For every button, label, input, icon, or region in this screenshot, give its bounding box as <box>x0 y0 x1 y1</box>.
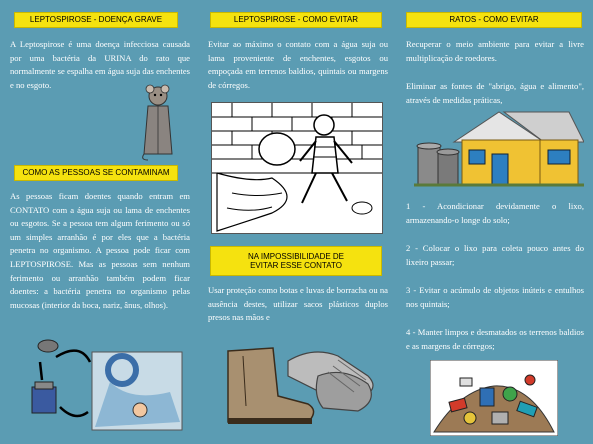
contamination-cycle-icon <box>30 332 185 432</box>
paragraph-environment: Recuperar o meio ambiente para evitar a livre multiplicação de roedores. <box>406 39 584 63</box>
banner-doenca-grave: LEPTOSPIROSE - DOENÇA GRAVE <box>14 12 178 28</box>
banner-ratos: RATOS - COMO EVITAR <box>406 12 582 28</box>
banner-impossibilidade-line2: EVITAR ESSE CONTATO <box>250 261 342 270</box>
panel-leptospirose <box>0 0 198 444</box>
boy-in-flood-frame <box>211 102 383 234</box>
rat-in-coat-icon <box>138 82 178 162</box>
list-item-4: 4 - Manter limpos e desmatados os terrenos baldios e as margens de córregos; <box>406 327 584 351</box>
banner-como-contaminam: COMO AS PESSOAS SE CONTAMINAM <box>14 165 178 181</box>
boy-in-flood-icon <box>212 103 382 233</box>
panel-ratos <box>396 0 593 444</box>
paragraph-definition: A Leptospirose é uma doença infecciosa causada por uma bactéria da URINA do rato que normalmente se espalha em água suja das enchentes e no esgoto. <box>10 39 190 90</box>
paragraph-avoid-contact: Evitar ao máximo o contato com a água suja ou lama proveniente de enchentes, esgotos ou empoçada em terrenos baldios, quintais ou margens de córregos. <box>208 39 388 90</box>
paragraph-eliminate: Eliminar as fontes de "abrigo, água e alimento", através de medidas práticas, <box>406 81 584 105</box>
garbage-pile-icon <box>430 360 558 436</box>
panel-como-evitar <box>198 0 396 444</box>
paragraph-contamination: As pessoas ficam doentes quando entram em CONTATO com a água suja ou lama de enchentes ou esgotos. Se a pessoa tem algum ferimento ou só um simples arranhão é por eles que a bactéria penetra no organismo. A pessoa pode ficar com LEPTOSPIROSE. Mas as pessoas sem nenhum ferimento ou arranhão também podem ficar doentes: a bactéria penetra no organismo pelas mucosas (interior da boca, nariz, ânus, olhos). <box>10 191 190 310</box>
list-item-3: 3 - Evitar o acúmulo de objetos inúteis e entulhos nos quintais; <box>406 285 584 309</box>
banner-impossibilidade-line1: NA IMPOSSIBILIDADE DE <box>247 251 345 261</box>
banner-impossibilidade <box>210 246 382 276</box>
list-item-1: 1 - Acondicionar devidamente o lixo, armazenando-o longe do solo; <box>406 201 584 225</box>
house-with-trash-cans-icon <box>414 108 584 190</box>
list-item-2: 2 - Colocar o lixo para coleta pouco antes do lixeiro passar; <box>406 243 584 267</box>
banner-como-evitar: LEPTOSPIROSE - COMO EVITAR <box>210 12 382 28</box>
paragraph-protection: Usar proteção como botas e luvas de borracha ou na ausência destes, utilizar sacos plásticos duplos presos nas mãos e <box>208 285 388 323</box>
boots-and-gloves-icon <box>218 346 383 428</box>
